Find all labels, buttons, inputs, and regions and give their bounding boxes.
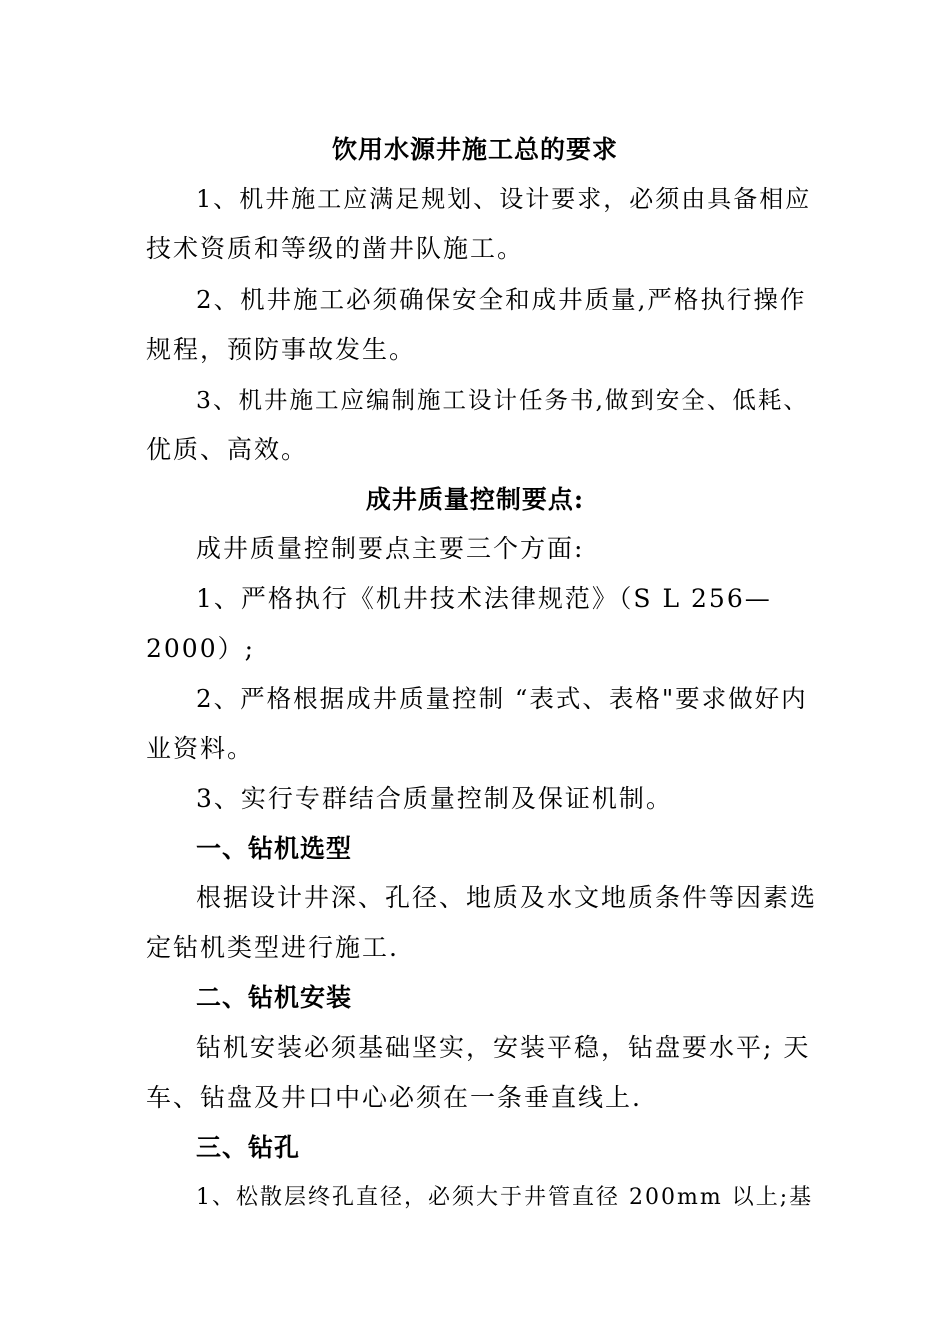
quality-item-1-line-1: 1、严格执行《机井技术法律规范》（S L 256—	[196, 584, 772, 613]
document-title: 饮用水源井施工总的要求	[331, 135, 618, 164]
section-1-heading: 一、钻机选型	[196, 834, 353, 863]
requirement-1-line-1: 1、机井施工应满足规划、设计要求，必须由具备相应	[196, 185, 812, 213]
requirement-3-line-2: 优质、高效。	[146, 435, 309, 464]
requirement-2-line-2: 规程，预防事故发生。	[146, 335, 417, 364]
requirement-3-line-1: 3、机井施工应编制施工设计任务书,做到安全、低耗、	[196, 386, 809, 414]
section-1-line-2: 定钻机类型进行施工.	[146, 933, 399, 962]
quality-item-1-line-2: 2000）;	[146, 634, 256, 663]
requirement-2-line-1: 2、机井施工必须确保安全和成井质量,严格执行操作	[196, 285, 807, 314]
section-1-line-1: 根据设计井深、孔径、地质及水文地质条件等因素选	[196, 883, 818, 912]
section-3-heading: 三、钻孔	[196, 1133, 301, 1162]
quality-item-3: 3、实行专群结合质量控制及保证机制。	[196, 784, 673, 813]
section-2-line-1: 钻机安装必须基础坚实，安装平稳，钻盘要水平; 天	[196, 1033, 811, 1062]
section-3-line-1: 1、松散层终孔直径，必须大于井管直径 200mm 以上;基	[196, 1185, 814, 1210]
section-2-heading: 二、钻机安装	[196, 983, 353, 1012]
quality-item-2-line-2: 业资料。	[146, 734, 255, 763]
quality-item-2-line-1: 2、严格根据成井质量控制 “表式、表格"要求做好内	[196, 684, 808, 713]
section-2-line-2: 车、钻盘及井口中心必须在一条垂直线上.	[146, 1083, 642, 1112]
quality-heading: 成井质量控制要点:	[365, 485, 585, 514]
requirement-1-line-2: 技术资质和等级的凿井队施工。	[146, 234, 525, 263]
quality-intro: 成井质量控制要点主要三个方面:	[196, 534, 585, 563]
